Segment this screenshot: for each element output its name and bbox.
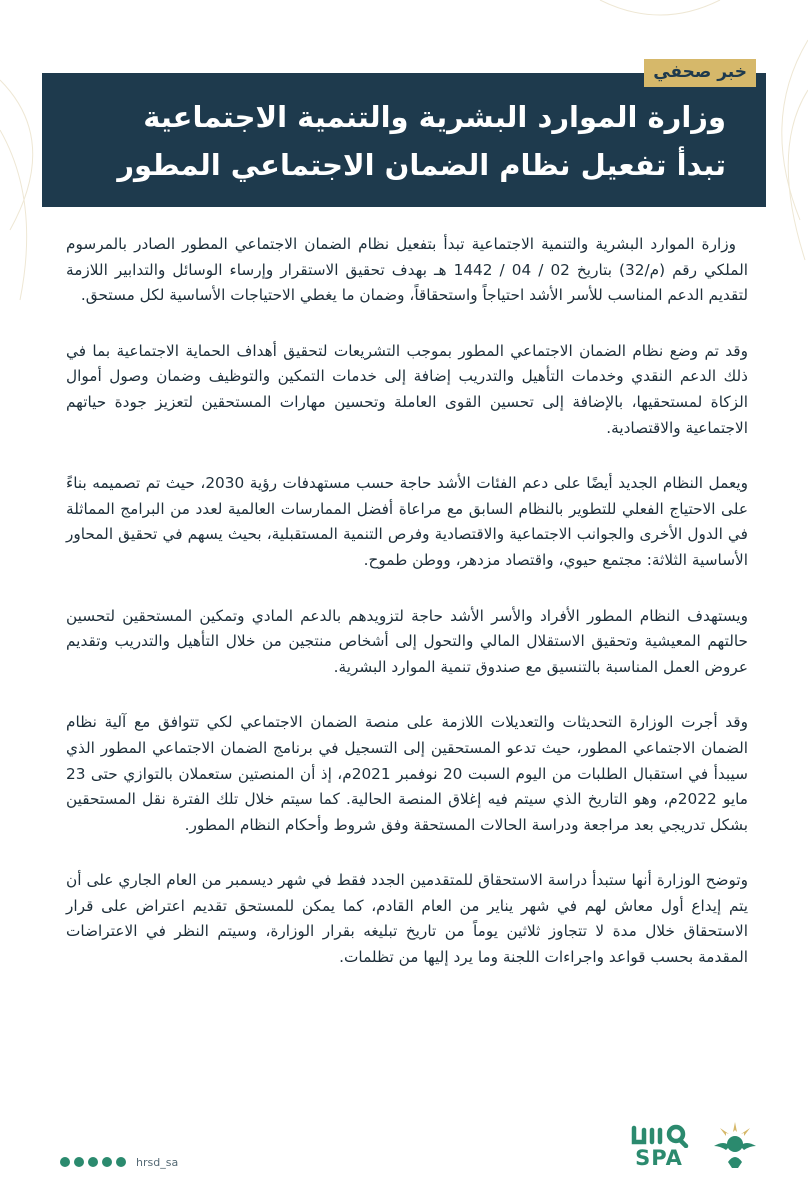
paragraph-1: وزارة الموارد البشرية والتنمية الاجتماعية تبدأ بتفعيل نظام الضمان الاجتماعي المطور الصادر بالمرسوم الملكي رقم (م/32) بتاريخ 02 / 04 / 1442 هـ بهدف تحقيق الاستقرار وإرساء الوسائل والتدابير اللازمة لتقديم الدعم المناسب للأسر الأشد احتياجاً واستحقاقاً، وضمان ما يغطي الاحتياجات الأساسية لكل مستحق.	[66, 235, 748, 305]
page-title	[62, 93, 726, 189]
paragraph-3: ويعمل النظام الجديد أيضًا على دعم الفئات الأشد حاجة حسب مستهدفات رؤية 2030، حيث تم تصميمه بناءً على الاحتياج الفعلي للتطوير بالنظام السابق مع مراعاة أفضل الممارسات العالمية لعدد من البرامج المماثلة في الدول الأخرى والجوانب الاجتماعية والاقتصادية وفرص التنمية المستقبلية، بحيث يسهم في تحقيق المحاور الأساسية الثلاثة: مجتمع حيوي، واقتصاد مزدهر، ووطن طموح.	[66, 474, 749, 569]
spa-latin-text: SPA	[635, 1146, 683, 1170]
news-tag: خبر صحفي	[644, 59, 756, 87]
paragraph-2: وقد تم وضع نظام الضمان الاجتماعي المطور بموجب التشريعات لتحقيق أهداف الحماية الاجتماعية بما في ذلك الدعم النقدي وخدمات التأهيل والتدريب إضافة إلى خدمات التمكين والتوظيف وضمان وصول أموال الزكاة لمستحقيها، بالإضافة إلى تحسين القوى العاملة وتحسين مهارات المستحقين لتعزيز جودة حياتهم الاجتماعية والاقتصادية.	[66, 341, 748, 437]
twitter-icon[interactable]	[60, 1157, 70, 1167]
paragraph-6: وتوضح الوزارة أنها ستبدأ دراسة الاستحقاق للمتقدمين الجدد فقط في شهر ديسمبر من العام الجاري على أن يتم إيداع أول معاش لهم في شهر يناير من العام القادم، كما يمكن للمستحق تقديم اعتراض على قرار الاستحقاق خلال مدة لا تتجاوز ثلاثين يوماً من تاريخ تبليغه بقرار الوزارة، وسيتم النظر في الاعتراضات المقدمة بحسب قواعد واجراءات اللجنة وما يرد إليها من تظلمات.	[66, 871, 748, 967]
facebook-icon[interactable]	[102, 1157, 112, 1167]
paragraph-4: ويستهدف النظام المطور الأفراد والأسر الأشد حاجة لتزويدهم بالدعم المادي وتمكين المستحقين لتحسين حالتهم المعيشية وتحقيق الاستقلال المالي والتحول إلى أشخاص منتجين من خلال التأهيل والتدريب وتقديم عروض العمل المناسبة بالتنسيق مع صندوق تنمية الموارد البشرية.	[66, 606, 748, 676]
youtube-icon[interactable]	[74, 1157, 84, 1167]
title-line-2: تبدأ تفعيل نظام الضمان الاجتماعي المطور	[117, 148, 726, 182]
social-links	[60, 1154, 178, 1170]
article-body	[66, 232, 748, 1001]
title-line-1: وزارة الموارد البشرية والتنمية الاجتماعية	[143, 100, 726, 134]
spa-arabic-mark	[628, 1122, 690, 1148]
social-handle[interactable]: hrsd_sa	[136, 1155, 179, 1169]
paragraph-5: وقد أجرت الوزارة التحديثات والتعديلات اللازمة على منصة الضمان الاجتماعي لكي تتوافق مع آلية نظام الضمان الاجتماعي المطور، حيث تدعو المستحقين إلى التسجيل في برنامج الضمان الاجتماعي المطور الذي سيبدأ في استقبال الطلبات من اليوم السبت 20 نوفمبر 2021م، إذ أن المنصتين ستعملان بالتوازي حتى 23 مايو 2022م، وهو التاريخ الذي سيتم فيه إغلاق المنصة الحالية. كما سيتم خلال تلك الفترة نقل المستحقين بشكل تدريجي بعد مراجعة ودراسة الحالات المستحقة وفق شروط وأحكام النظام المطور.	[66, 713, 748, 834]
saudi-emblem-icon	[706, 1116, 764, 1174]
footer-logos	[628, 1114, 764, 1176]
spa-logo	[628, 1122, 690, 1168]
snapchat-icon[interactable]	[88, 1157, 98, 1167]
instagram-icon[interactable]	[116, 1157, 126, 1167]
title-banner	[42, 73, 766, 207]
